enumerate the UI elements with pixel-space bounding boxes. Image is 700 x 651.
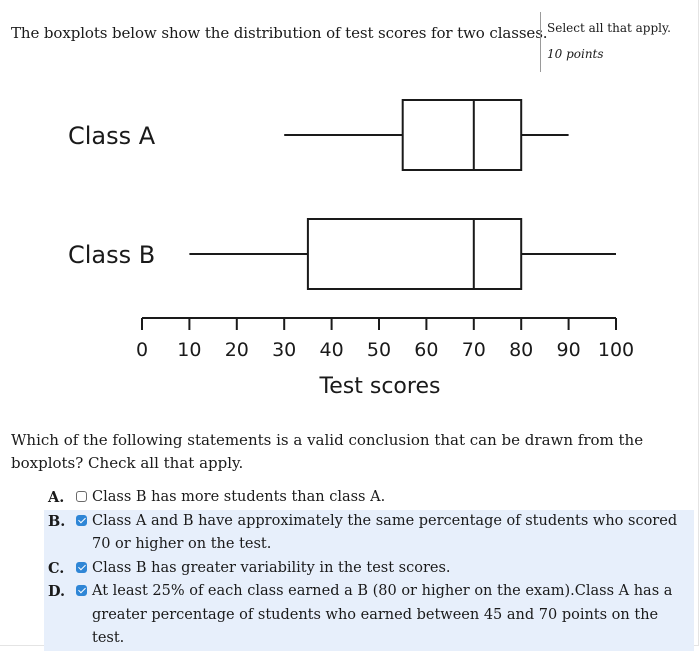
option-text: At least 25% of each class earned a B (80 or higher on the exam).Class A has a greater percentage of students who earned between 45 and 70 points on the test.	[92, 583, 673, 646]
question-text: Which of the following statements is a valid conclusion that can be drawn from the boxplots? Check all that apply.	[11, 431, 644, 472]
option-text: Class A and B have approximately the same percentage of students who scored 70 or higher on the test.	[92, 512, 678, 552]
answer-options	[44, 486, 694, 651]
x-tick-label: 70	[461, 339, 486, 361]
option-b[interactable]	[44, 510, 694, 557]
boxplot-class-a	[68, 100, 569, 170]
option-d[interactable]	[44, 580, 694, 651]
iqr-box	[403, 100, 522, 170]
x-tick-label: 20	[224, 339, 249, 361]
question-prompt: The boxplots below show the distribution of test scores for two classes.	[11, 24, 548, 42]
option-a[interactable]	[44, 486, 694, 510]
checkbox[interactable]	[76, 585, 87, 596]
points-label: 10 points	[547, 47, 604, 61]
checkbox[interactable]	[76, 491, 87, 502]
instruction-text: Select all that apply.	[547, 21, 671, 35]
option-letter: B.	[48, 512, 66, 530]
boxplot-chart	[0, 80, 700, 410]
x-tick-label: 10	[177, 339, 202, 361]
x-tick-label: 50	[366, 339, 392, 361]
boxplot-class-b	[68, 219, 616, 289]
series-label: Class B	[68, 241, 156, 269]
x-tick-label: 0	[135, 339, 149, 361]
option-c[interactable]	[44, 557, 694, 581]
question-meta	[540, 12, 700, 72]
x-tick-label: 90	[556, 339, 581, 361]
option-letter: A.	[48, 489, 65, 506]
option-text: Class B has more students than class A.	[92, 489, 386, 505]
x-axis-label: Test scores	[319, 374, 441, 399]
checkbox[interactable]	[76, 515, 87, 526]
option-text: Class B has greater variability in the test scores.	[92, 559, 451, 576]
checkbox[interactable]	[76, 562, 87, 573]
iqr-box	[308, 219, 521, 289]
x-tick-label: 80	[509, 339, 534, 361]
option-letter: D.	[48, 583, 66, 600]
x-tick-label: 100	[597, 339, 635, 361]
series-label: Class A	[68, 122, 156, 150]
option-letter: C.	[48, 559, 65, 577]
x-tick-label: 40	[319, 339, 344, 361]
x-tick-label: 30	[272, 339, 297, 361]
x-tick-label: 60	[414, 339, 439, 361]
